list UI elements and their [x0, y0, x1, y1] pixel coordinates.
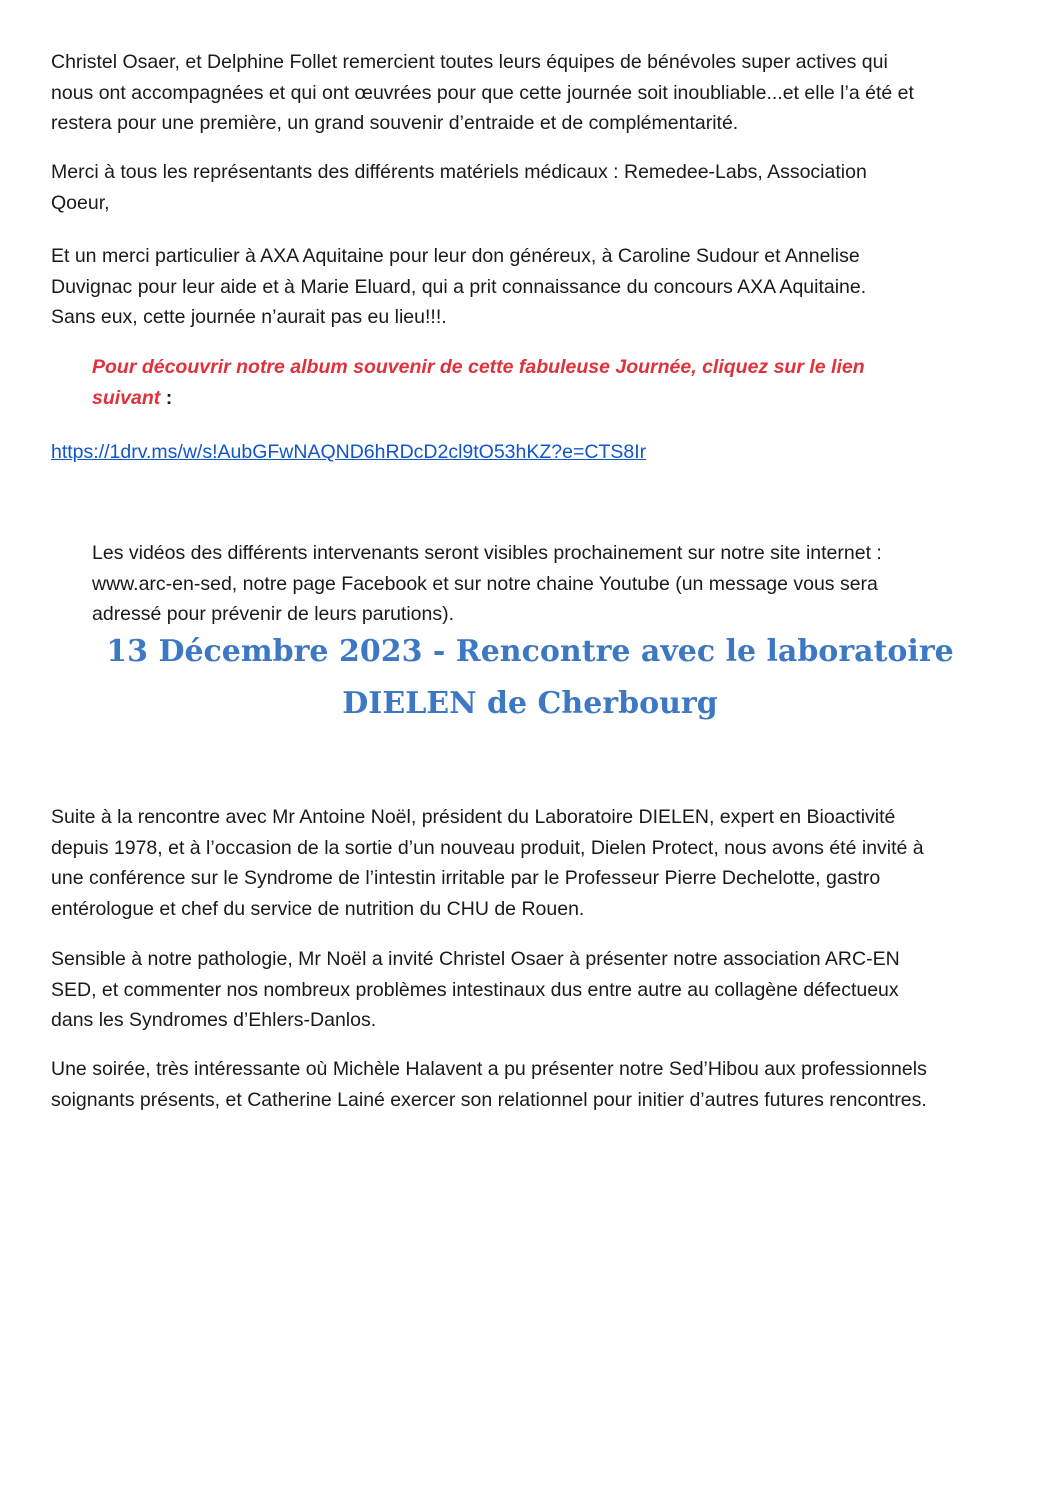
section-heading: [0, 626, 1060, 730]
text-line: www.arc-en-sed, notre page Facebook et sur notre chaine Youtube (un message vous sera: [92, 572, 878, 595]
pathology-paragraph: [51, 944, 1016, 1036]
text-line: Sensible à notre pathologie, Mr Noël a invité Christel Osaer à présenter notre association ARC-EN: [51, 948, 900, 970]
callout-colon: :: [160, 386, 173, 409]
text-line: Les vidéos des différents intervenants seront visibles prochainement sur notre site internet :: [92, 542, 882, 564]
text-line: Qoeur,: [51, 191, 110, 214]
text-line: Christel Osaer, et Delphine Follet remercient toutes leurs équipes de bénévoles super actives qui: [51, 51, 888, 73]
text-line: Duvignac pour leur aide et à Marie Eluard, qui a prit connaissance du concours AXA Aquitaine.: [51, 275, 867, 298]
album-link[interactable]: https://1drv.ms/w/s!AubGFwNAQND6hRDcD2cl9tO53hKZ?e=CTS8Ir: [51, 441, 647, 463]
text-line: restera pour une première, un grand souvenir d’entraide et de complémentarité.: [51, 112, 739, 134]
heading-line: 13 Décembre 2023 - Rencontre avec le laboratoire: [106, 634, 954, 669]
text-line: dans les Syndromes d’Ehlers-Danlos.: [51, 1009, 377, 1031]
callout-line: suivant: [92, 386, 161, 409]
text-line: Merci à tous les représentants des différents matériels médicaux : Remedee-Labs, Association: [51, 161, 867, 183]
text-line: entérologue et chef du service de nutrition du CHU de Rouen.: [51, 897, 585, 920]
thanks-volunteers-paragraph: [51, 47, 1016, 139]
videos-paragraph: [92, 538, 1012, 630]
text-line: Et un merci particulier à AXA Aquitaine pour leur don généreux, à Caroline Sudour et Annelise: [51, 245, 860, 267]
heading-line: DIELEN de Cherbourg: [342, 686, 718, 721]
text-line: Sans eux, cette journée n’aurait pas eu lieu!!!.: [51, 306, 447, 328]
album-callout: [92, 352, 992, 413]
text-line: soignants présents, et Catherine Lainé exercer son relationnel pour initier d’autres futures rencontres.: [51, 1088, 927, 1111]
text-line: Une soirée, très intéressante où Michèle Halavent a pu présenter notre Sed’Hibou aux professionnels: [51, 1058, 927, 1080]
text-line: nous ont accompagnées et qui ont œuvrées pour que cette journée soit inoubliable...et elle l’a été et: [51, 81, 914, 104]
callout-line: Pour découvrir notre album souvenir de cette fabuleuse Journée, cliquez sur le lien: [92, 356, 865, 378]
dielen-meeting-paragraph: [51, 802, 1016, 924]
text-line: adressé pour prévenir de leurs parutions).: [92, 603, 455, 625]
thanks-medical-paragraph: [51, 157, 1016, 218]
text-line: Suite à la rencontre avec Mr Antoine Noël, président du Laboratoire DIELEN, expert en Bioactivité: [51, 806, 896, 828]
evening-paragraph: [51, 1054, 1021, 1115]
text-line: depuis 1978, et à l’occasion de la sortie d’un nouveau produit, Dielen Protect, nous avons été invité à: [51, 836, 924, 859]
thanks-axa-paragraph: [51, 241, 1016, 333]
text-line: une conférence sur le Syndrome de l’intestin irritable par le Professeur Pierre Dechelotte, gastro: [51, 867, 881, 889]
text-line: SED, et commenter nos nombreux problèmes intestinaux dus entre autre au collagène défectueux: [51, 978, 899, 1001]
